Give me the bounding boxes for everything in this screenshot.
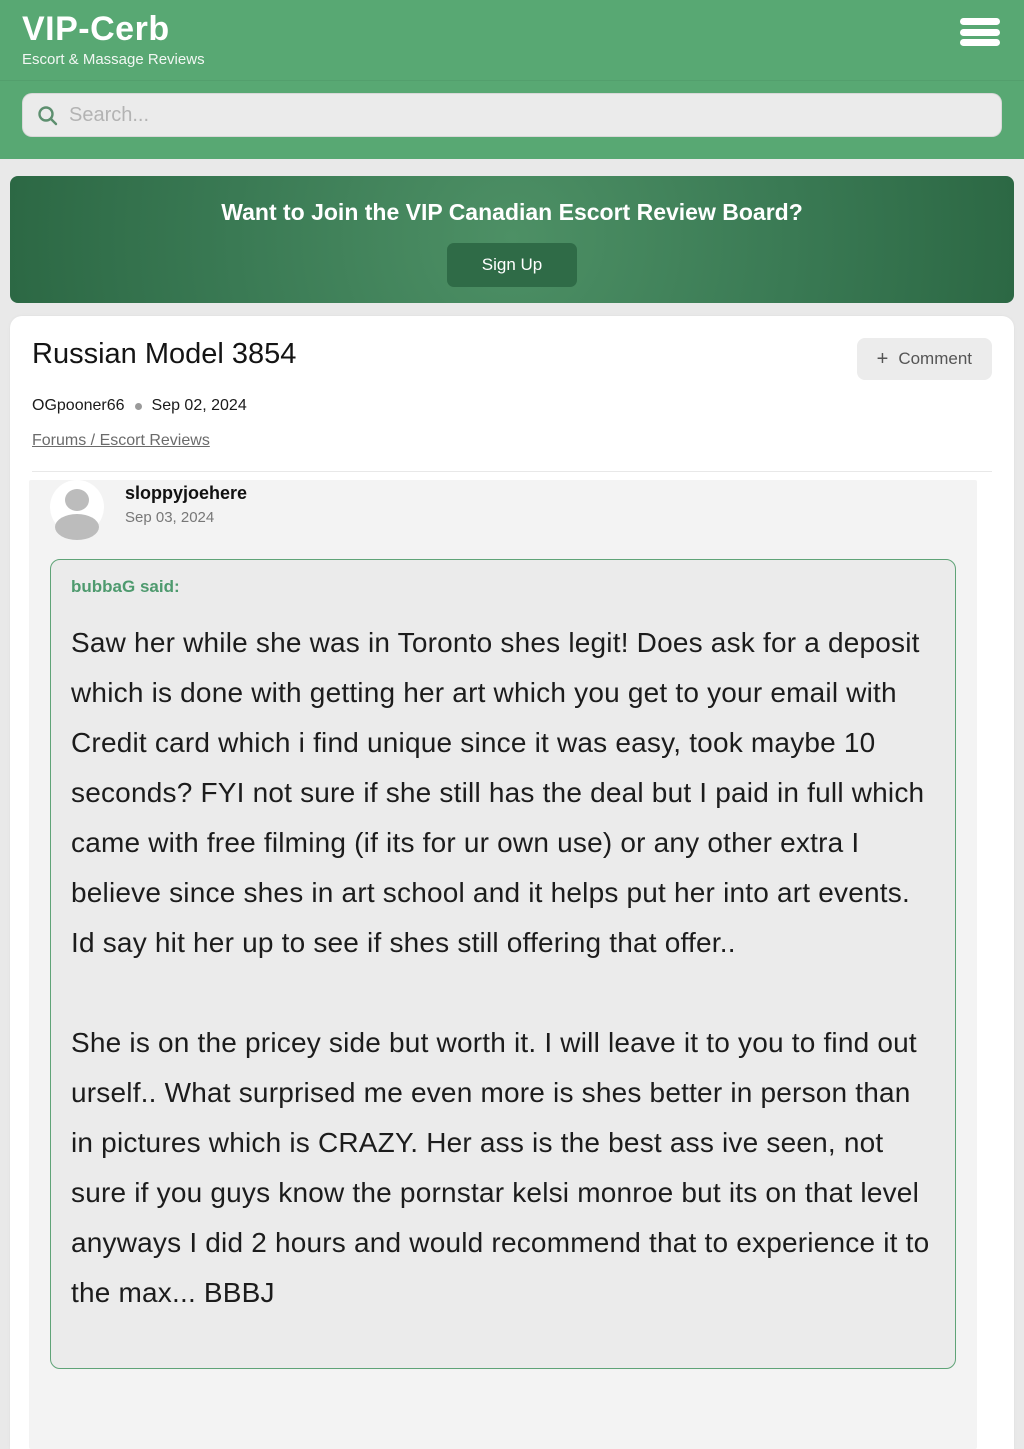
comment-button-label: Comment (898, 349, 972, 368)
breadcrumb-link[interactable]: Forums / Escort Reviews (32, 432, 210, 449)
breadcrumb (32, 432, 992, 450)
search-input[interactable] (23, 94, 1001, 136)
bullet-separator (135, 403, 142, 410)
join-banner (10, 176, 1014, 303)
search-icon (36, 104, 60, 128)
site-subtitle: Escort & Massage Reviews (22, 51, 205, 68)
quote-text (71, 618, 931, 1318)
divider (32, 471, 992, 472)
search-section (0, 80, 1024, 159)
person-icon (55, 514, 99, 540)
thread-card (10, 316, 1014, 1449)
thread-date: Sep 02, 2024 (151, 397, 247, 414)
thread-title: Russian Model 3854 (32, 338, 297, 370)
title-row (10, 316, 1014, 380)
menu-bar (960, 29, 1000, 36)
quote-paragraph: Saw her while she was in Toronto shes legit! Does ask for a deposit which is done with getting her art which you get to your email with Credit card which i find unique since it was easy, took maybe 10 seconds? FYI not sure if she still has the deal but I paid in full which came with free filming (if its for ur own use) or any other extra I believe since shes in art school and it helps put her into art events. Id say hit her up to see if shes still offering that offer.. (71, 627, 925, 958)
search-bar[interactable] (22, 93, 1002, 137)
header-top (0, 0, 1024, 80)
sign-up-button[interactable]: Sign Up (447, 243, 577, 287)
post-header (50, 480, 956, 534)
site-title: VIP-Cerb (22, 10, 170, 48)
site-header (0, 0, 1024, 159)
join-headline: Want to Join the VIP Canadian Escort Review Board? (221, 199, 803, 225)
comment-button[interactable] (857, 338, 992, 380)
menu-bar (960, 18, 1000, 25)
menu-icon[interactable] (960, 18, 1000, 46)
quote-paragraph: She is on the pricey side but worth it. I will leave it to you to find out urself.. What surprised me even more is shes better in person than in pictures which is CRAZY. Her ass is the best ass ive seen, not sure if you guys know the pornstar kelsi monroe but its on that level anyways I did 2 hours and would recommend that to experience it to the max... BBBJ (71, 1027, 930, 1308)
plus-icon: + (876, 348, 889, 370)
post (29, 480, 977, 1449)
quote-attribution: bubbaG said: (71, 577, 180, 596)
post-user-block (125, 480, 247, 534)
avatar[interactable] (50, 480, 104, 534)
thread-byline (32, 397, 992, 415)
menu-bar (960, 39, 1000, 46)
quote-block (50, 559, 956, 1369)
thread-author[interactable]: OGpooner66 (32, 397, 125, 414)
person-icon (65, 489, 89, 511)
post-username[interactable]: sloppyjoehere (125, 483, 248, 503)
post-date: Sep 03, 2024 (125, 509, 215, 526)
